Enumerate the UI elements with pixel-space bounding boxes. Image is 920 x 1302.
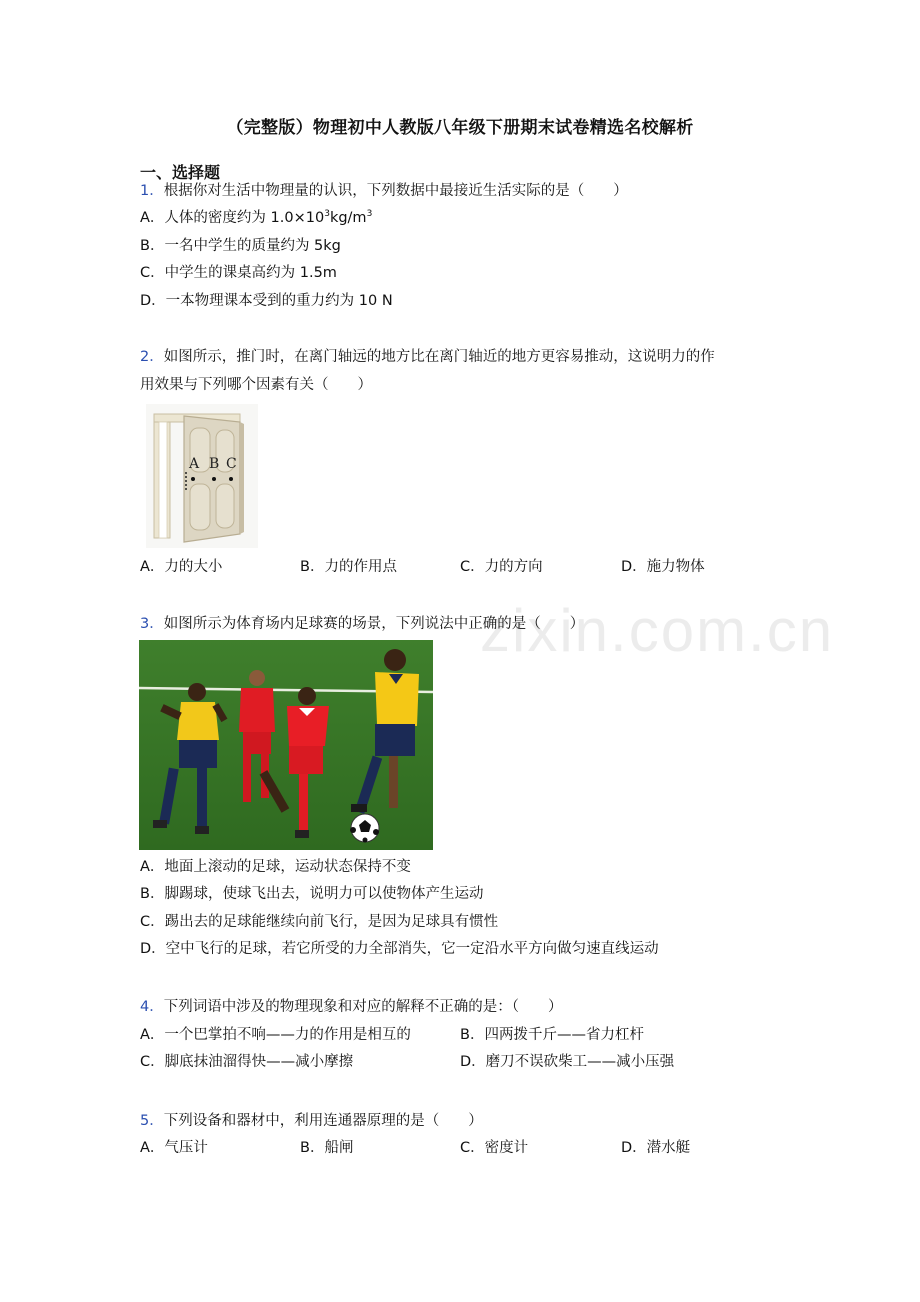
point-label-c: C: [226, 456, 237, 472]
question-2-option-a: A．力的大小: [140, 559, 223, 575]
question-4-stem: [140, 996, 562, 1018]
question-text: 根据你对生活中物理量的认识，下列数据中最接近生活实际的是（ ）: [163, 183, 628, 199]
question-5-option-a: A．气压计: [140, 1140, 208, 1156]
superscript: 3: [324, 209, 330, 220]
question-number: 4．: [140, 999, 164, 1015]
question-number: 2．: [140, 349, 164, 365]
point-a: [191, 477, 195, 481]
question-2-option-c: C．力的方向: [460, 559, 543, 575]
question-1-option-b: B．一名中学生的质量约为 5kg: [140, 238, 341, 254]
question-text: 如图所示，推门时，在离门轴远的地方比在离门轴近的地方更容易推动，这说明力的作: [163, 349, 715, 365]
question-4-option-c: C．脚底抹油溜得快——减小摩擦: [140, 1054, 354, 1070]
question-3-option-a: A．地面上滚动的足球，运动状态保持不变: [140, 859, 411, 875]
question-1-option-c: C．中学生的课桌高约为 1.5m: [140, 265, 337, 281]
question-2-option-d: D．施力物体: [621, 559, 705, 575]
question-1-option-a: [140, 207, 372, 229]
question-text: 下列设备和器材中，利用连通器原理的是（ ）: [163, 1113, 483, 1129]
question-3-option-c: C．踢出去的足球能继续向前飞行，是因为足球具有惯性: [140, 914, 499, 930]
point-label-b: B: [209, 456, 220, 472]
question-text: 下列词语中涉及的物理现象和对应的解释不正确的是：（ ）: [163, 999, 563, 1015]
question-2-stem-line2: 用效果与下列哪个因素有关（ ）: [140, 377, 372, 393]
question-5-stem: [140, 1110, 483, 1132]
question-2-stem-line1: [140, 346, 715, 368]
question-number: 1．: [140, 183, 164, 199]
door-edge: [240, 422, 244, 534]
soccer-photo: [139, 640, 433, 850]
door-panel: [216, 484, 234, 528]
question-4-option-d: D．磨刀不误砍柴工——减小压强: [460, 1054, 675, 1070]
page-title: （完整版）物理初中人教版八年级下册期末试卷精选名校解析: [226, 118, 694, 138]
question-3-option-b: B．脚踢球，使球飞出去，说明力可以使物体产生运动: [140, 886, 484, 902]
section-heading: 一、选择题: [140, 163, 221, 182]
option-text: 人体的密度约为 1.0×10: [164, 210, 325, 226]
question-2-option-b: B．力的作用点: [300, 559, 397, 575]
superscript: 3: [366, 209, 373, 220]
question-5-option-d: D．潜水艇: [621, 1140, 691, 1156]
point-c: [229, 477, 233, 481]
door-gap: [159, 422, 167, 538]
question-1-stem: [140, 180, 628, 202]
question-1-option-d: D．一本物理课本受到的重力约为 10 N: [140, 293, 393, 309]
question-3-option-d: D．空中飞行的足球，若它所受的力全部消失，它一定沿水平方向做匀速直线运动: [140, 941, 659, 957]
point-label-a: A: [189, 456, 200, 472]
question-4-option-b: B．四两拨千斤——省力杠杆: [460, 1027, 644, 1043]
question-5-option-b: B．船闸: [300, 1140, 354, 1156]
question-number: 5．: [140, 1113, 164, 1129]
point-b: [212, 477, 216, 481]
option-unit: kg/m: [329, 210, 367, 226]
question-number: 3．: [140, 616, 164, 632]
question-text: 如图所示为体育场内足球赛的场景，下列说法中正确的是（ ）: [163, 616, 585, 632]
door-panel: [190, 484, 210, 530]
question-5-option-c: C．密度计: [460, 1140, 529, 1156]
watermark: zixin.com.cn: [480, 597, 835, 664]
option-label: A．: [140, 210, 165, 226]
question-3-stem: [140, 613, 584, 635]
door-figure: [146, 404, 258, 548]
question-4-option-a: A．一个巴掌拍不响——力的作用是相互的: [140, 1027, 411, 1043]
